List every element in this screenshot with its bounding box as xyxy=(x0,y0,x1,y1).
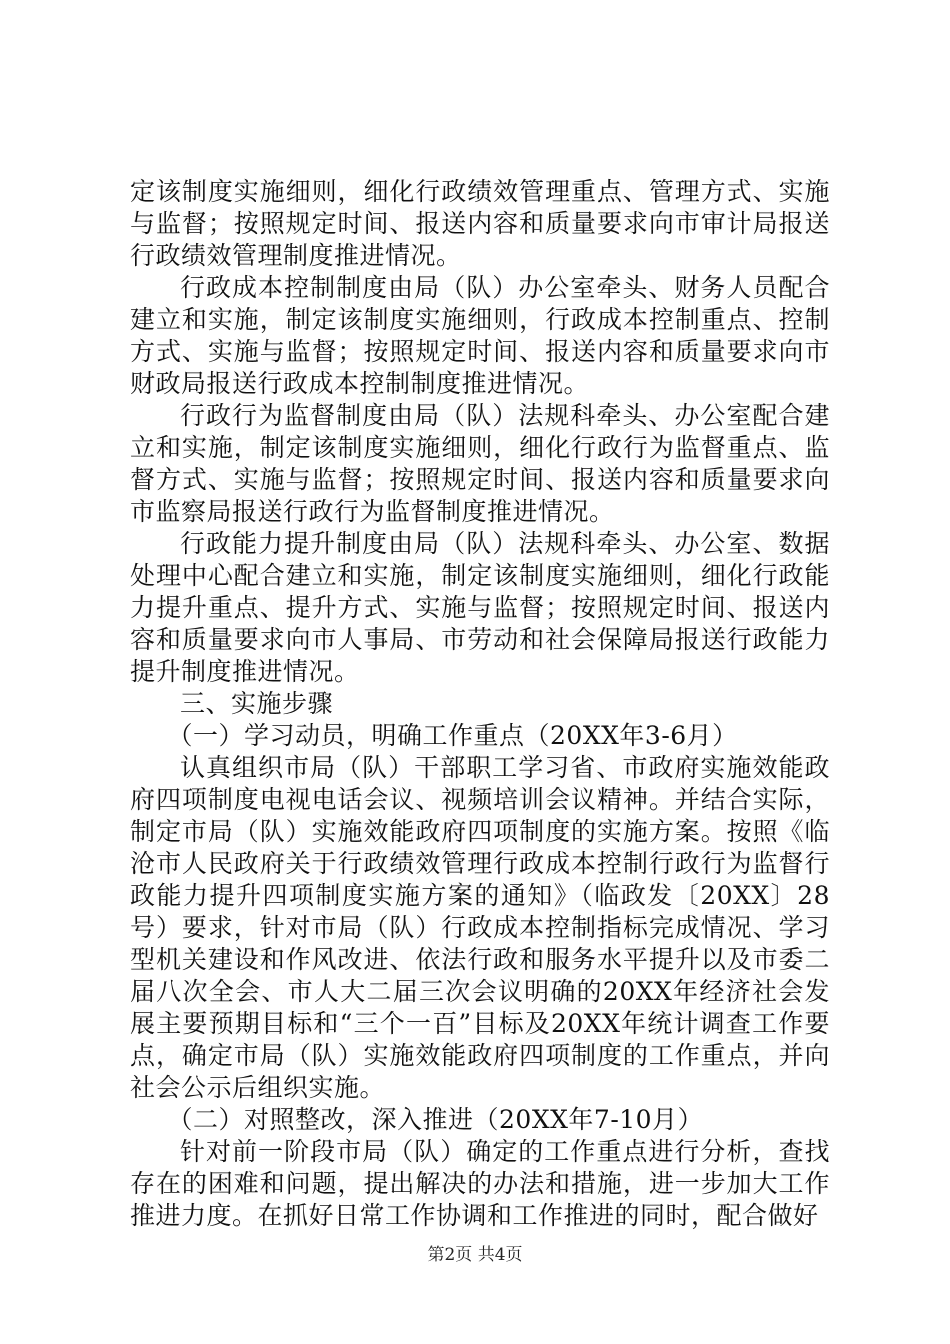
paragraph-mobilization-detail: 认真组织市局（队）干部职工学习省、市政府实施效能政府四项制度电视电话会议、视频培训会议精神。并结合实际，制定市局（队）实施效能政府四项制度的实施方案。按照《临沧市人民政府关于行政绩效管理行政成本控制行政行为监督行政能力提升四项制度实施方案的通知》（临政发〔20XX〕28号）要求，针对市局（队）行政成本控制指标完成情况、学习型机关建设和作风改进、依法行政和服务水平提升以及市委二届八次全会、市人大二届三次会议明确的20XX年经济社会发展主要预期目标和“三个一百”目标及20XX年统计调查工作要点，确定市局（队）实施效能政府四项制度的工作重点，并向社会公示后组织实施。 xyxy=(130,753,830,1102)
subheading-mobilization: （一）学习动员，明确工作重点（20XX年3-6月） xyxy=(167,721,738,750)
paragraph-cost-control: 行政成本控制制度由局（队）办公室牵头、财务人员配合建立和实施，制定该制度实施细则，行政成本控制重点、控制方式、实施与监督；按照规定时间、报送内容和质量要求向市财政局报送行政成本控制制度推进情况。 xyxy=(130,273,830,398)
section-heading-steps: 三、实施步骤 xyxy=(180,689,334,718)
paragraph-rectification-detail: 针对前一阶段市局（队）确定的工作重点进行分析，查找存在的困难和问题，提出解决的办法和措施，进一步加大工作推进力度。在抓好日常工作协调和工作推进的同时，配合做好 xyxy=(130,1137,830,1230)
paragraph-continuation: 定该制度实施细则，细化行政绩效管理重点、管理方式、实施与监督；按照规定时间、报送内容和质量要求向市审计局报送行政绩效管理制度推进情况。 xyxy=(130,177,830,270)
subheading-rectification: （二）对照整改，深入推进（20XX年7-10月） xyxy=(167,1105,704,1134)
paragraph-behavior-supervision: 行政行为监督制度由局（队）法规科牵头、办公室配合建立和实施，制定该制度实施细则，细化行政行为监督重点、监督方式、实施与监督；按照规定时间、报送内容和质量要求向市监察局报送行政行为监督制度推进情况。 xyxy=(130,401,830,526)
paragraph-capability-improvement: 行政能力提升制度由局（队）法规科牵头、办公室、数据处理中心配合建立和实施，制定该制度实施细则，细化行政能力提升重点、提升方式、实施与监督；按照规定时间、报送内容和质量要求向市人事局、市劳动和社会保障局报送行政能力提升制度推进情况。 xyxy=(130,529,830,686)
document-body xyxy=(130,176,830,1232)
page-number-footer: 第2页 共4页 xyxy=(427,1245,523,1265)
